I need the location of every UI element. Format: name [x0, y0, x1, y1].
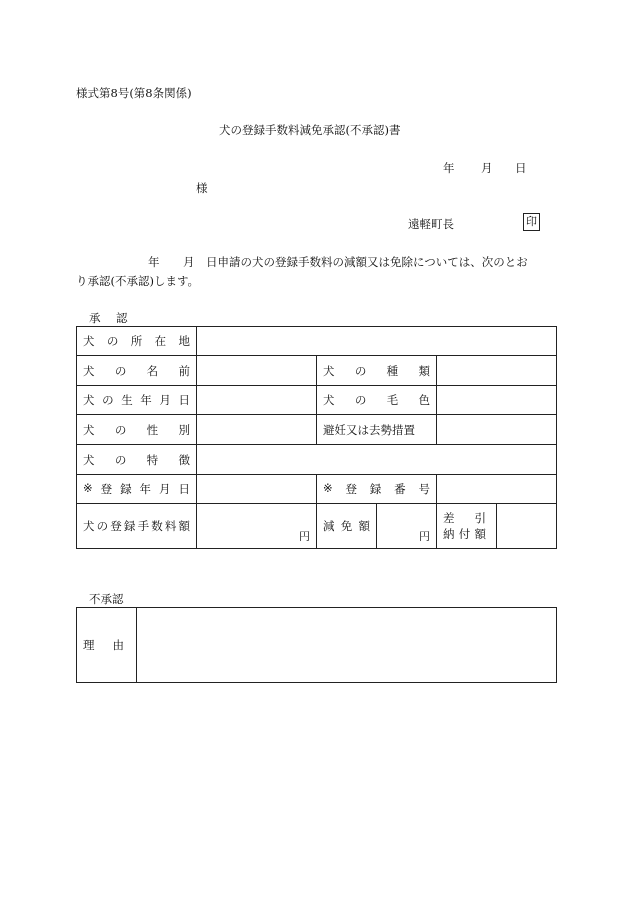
approval-heading: 承 認 [89, 311, 130, 325]
net-value[interactable] [497, 504, 557, 549]
location-label: 犬 の 所 在 地 [83, 334, 190, 348]
reason-value[interactable] [137, 608, 557, 683]
location-value[interactable] [197, 327, 557, 356]
breed-label: 犬 の 種 類 [323, 363, 430, 378]
birthdate-label: 犬 の 生 年 月 日 [83, 393, 190, 407]
reduction-label: 減 免 額 [323, 519, 370, 533]
coat-value[interactable] [437, 386, 557, 415]
form-number: 様式第8号(第8条関係) [76, 86, 192, 100]
sex-value[interactable] [197, 415, 317, 445]
row-sex-sterilization [77, 415, 557, 445]
issuer: 遠軽町長 [408, 217, 454, 231]
document-title: 犬の登録手数料減免承認(不承認)書 [219, 123, 401, 137]
reduction-value[interactable] [377, 504, 437, 549]
row-reason [77, 608, 557, 683]
reg-date-value[interactable] [197, 475, 317, 504]
name-label: 犬 の 名 前 [83, 363, 190, 378]
row-registration [77, 475, 557, 504]
row-fees [77, 504, 557, 549]
fee-value[interactable] [197, 504, 317, 549]
date-day: 日 [515, 161, 527, 175]
rejection-heading: 不承認 [89, 592, 124, 606]
sex-label: 犬 の 性 別 [83, 422, 190, 437]
row-location [77, 327, 557, 356]
body-month: 月 [183, 255, 195, 269]
body-line-2: り承認(不承認)します。 [76, 274, 200, 288]
reg-date-label: ※ 登 録 年 月 日 [83, 481, 190, 496]
fee-label: 犬 の 登 録 手 数 料 額 [83, 519, 190, 533]
features-label: 犬 の 特 徴 [83, 452, 190, 467]
body-line-1: 日申請の犬の登録手数料の減額又は免除については、次のとお [206, 255, 528, 269]
breed-value[interactable] [437, 356, 557, 386]
rejection-table [76, 607, 557, 683]
reg-number-label: ※ 登 録 番 号 [323, 481, 430, 496]
row-name-breed [77, 356, 557, 386]
name-value[interactable] [197, 356, 317, 386]
body-year: 年 [148, 255, 160, 269]
reg-number-value[interactable] [437, 475, 557, 504]
date-year: 年 [443, 161, 455, 175]
fee-unit: 円 [299, 530, 310, 543]
row-birth-coat [77, 386, 557, 415]
features-value[interactable] [197, 445, 557, 475]
approval-table [76, 326, 557, 549]
coat-label: 犬 の 毛 色 [323, 393, 430, 407]
date-month: 月 [481, 161, 493, 175]
official-seal: 印 [523, 213, 540, 231]
reduction-unit: 円 [419, 530, 430, 543]
birthdate-value[interactable] [197, 386, 317, 415]
reason-label: 理 由 [83, 638, 124, 652]
sterilization-value[interactable] [437, 415, 557, 445]
net-label: 差 引 納 付 額 [437, 504, 497, 549]
recipient-suffix: 様 [196, 181, 208, 195]
sterilization-label: 避妊又は去勢措置 [317, 415, 437, 445]
row-features [77, 445, 557, 475]
